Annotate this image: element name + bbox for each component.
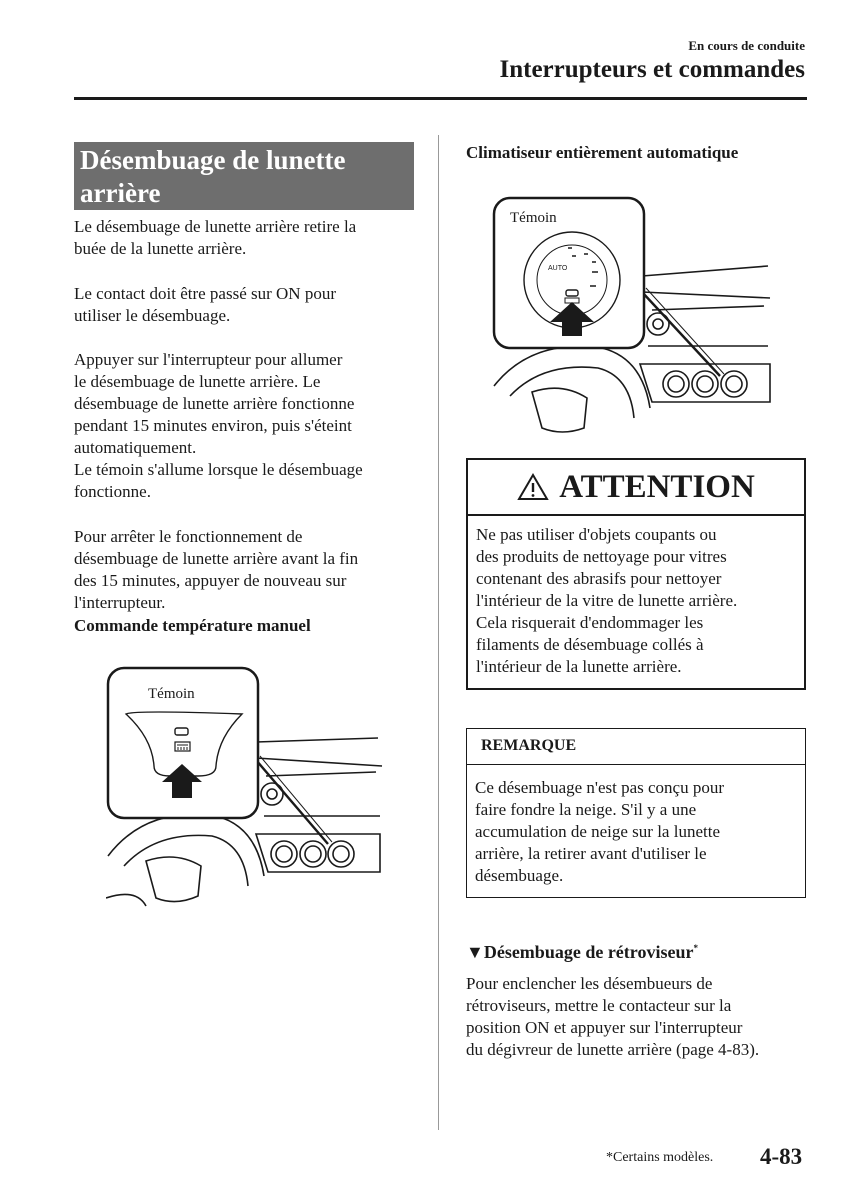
text-line: des 15 minutes, appuyer de nouveau sur xyxy=(74,571,347,590)
text-line: désembuage. xyxy=(475,866,564,885)
auto-control-illustration xyxy=(492,196,774,436)
attention-box xyxy=(466,458,806,690)
footnote: *Certains modèles. xyxy=(606,1150,714,1165)
section-title-line: arrière xyxy=(80,178,161,208)
auto-climate-heading: Climatiseur entièrement automatique xyxy=(466,143,739,162)
text-line: des produits de nettoyage pour vitres xyxy=(476,547,727,566)
column-divider xyxy=(438,135,439,1130)
text-line: fonctionne. xyxy=(74,482,151,501)
remarque-title: REMARQUE xyxy=(467,729,805,765)
text-line: désembuage de lunette arrière fonctionne xyxy=(74,394,355,413)
remarque-text xyxy=(475,777,799,887)
text-line: l'interrupteur. xyxy=(74,593,166,612)
text-line: utiliser le désembuage. xyxy=(74,306,231,325)
text-line: filaments de désembuage collés à xyxy=(476,635,704,654)
attention-title: ATTENTION xyxy=(559,468,755,505)
mirror-heading xyxy=(466,937,806,963)
mirror-heading-text: Désembuage de rétroviseur xyxy=(483,942,694,962)
paragraph-intro xyxy=(74,216,419,260)
indicator-label: Témoin xyxy=(510,210,557,226)
text-line: Appuyer sur l'interrupteur pour allumer xyxy=(74,350,343,369)
text-line: Pour enclencher les désembueurs de xyxy=(466,974,713,993)
text-line: arrière, la retirer avant d'utiliser le xyxy=(475,844,707,863)
attention-header xyxy=(468,460,804,516)
section-title xyxy=(74,142,414,210)
remarque-box xyxy=(466,728,806,898)
text-line: position ON et appuyer sur l'interrupteur xyxy=(466,1018,743,1037)
triangle-down-icon: ▼ xyxy=(466,942,484,962)
text-line: désembuage de lunette arrière avant la fin xyxy=(74,549,359,568)
manual-control-illustration xyxy=(106,666,388,914)
text-line: l'intérieur de la lunette arrière. xyxy=(476,657,682,676)
indicator-label: Témoin xyxy=(148,686,195,702)
text-line: buée de la lunette arrière. xyxy=(74,239,247,258)
chapter-label: En cours de conduite xyxy=(688,38,805,53)
paragraph-contact xyxy=(74,283,419,327)
text-line: automatiquement. xyxy=(74,438,197,457)
text-line: rétroviseurs, mettre le contacteur sur la xyxy=(466,996,732,1015)
paragraph-operation xyxy=(74,349,419,503)
text-line: du dégivreur de lunette arrière (page 4-83). xyxy=(466,1040,760,1059)
text-line: Le désembuage de lunette arrière retire la xyxy=(74,217,357,236)
paragraph-mirror xyxy=(466,973,806,1061)
asterisk-marker: * xyxy=(693,943,698,953)
header-divider xyxy=(74,97,807,100)
text-line: Pour arrêter le fonctionnement de xyxy=(74,527,303,546)
text-line: faire fondre la neige. S'il y a une xyxy=(475,800,697,819)
text-line: Ce désembuage n'est pas conçu pour xyxy=(475,778,725,797)
text-line: accumulation de neige sur la lunette xyxy=(475,822,720,841)
text-line: Ne pas utiliser d'objets coupants ou xyxy=(476,525,717,544)
warning-triangle-icon xyxy=(517,473,549,501)
text-line: contenant des abrasifs pour nettoyer xyxy=(476,569,722,588)
text-line: Le contact doit être passé sur ON pour xyxy=(74,284,336,303)
text-line: Le témoin s'allume lorsque le désembuage xyxy=(74,460,363,479)
page-number: 4-83 xyxy=(760,1144,803,1169)
text-line: l'intérieur de la vitre de lunette arrière. xyxy=(476,591,738,610)
section-title-line: Désembuage de lunette xyxy=(80,145,346,175)
auto-mode-text: AUTO xyxy=(548,265,568,272)
text-line: le désembuage de lunette arrière. Le xyxy=(74,372,321,391)
paragraph-stop xyxy=(74,526,419,614)
text-line: pendant 15 minutes environ, puis s'éteint xyxy=(74,416,352,435)
page-title: Interrupteurs et commandes xyxy=(499,56,805,83)
attention-text xyxy=(476,524,798,678)
manual-control-heading: Commande température manuel xyxy=(74,616,311,635)
text-line: Cela risquerait d'endommager les xyxy=(476,613,704,632)
